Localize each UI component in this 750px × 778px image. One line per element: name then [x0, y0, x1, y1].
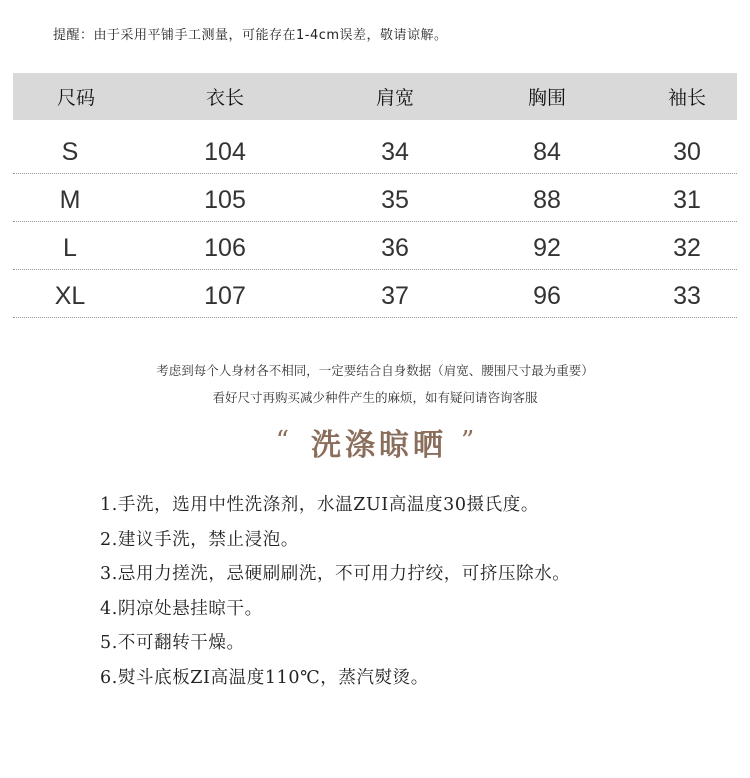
- open-quote: “: [275, 426, 289, 456]
- cell-size: M: [59, 186, 81, 214]
- sizing-advice-line-1: 考虑到每个人身材各不相同，一定要结合自身数据（肩宽、腰围尺寸最为重要）: [156, 363, 594, 378]
- cell-chest: 92: [533, 234, 561, 262]
- care-instructions-list: [100, 488, 570, 695]
- table-row: [13, 174, 737, 222]
- list-item: 2.建议手洗，禁止浸泡。: [100, 529, 299, 550]
- cell-chest: 96: [533, 282, 561, 310]
- cell-shoulder: 35: [381, 186, 409, 214]
- header-chest: 胸围: [527, 87, 566, 109]
- cell-sleeve: 33: [673, 282, 701, 310]
- table-row: [13, 222, 737, 270]
- cell-chest: 84: [533, 138, 561, 166]
- cell-size: S: [61, 138, 79, 166]
- care-section-title: [0, 420, 750, 464]
- close-quote: ”: [461, 426, 475, 456]
- table-row: [13, 126, 737, 174]
- cell-sleeve: 32: [673, 234, 701, 262]
- cell-sleeve: 31: [673, 186, 701, 214]
- header-shoulder: 肩宽: [375, 87, 414, 109]
- cell-chest: 88: [533, 186, 561, 214]
- header-length: 衣长: [205, 87, 244, 109]
- size-table-header: [13, 73, 737, 120]
- size-table: [13, 73, 737, 318]
- list-item: 3.忌用力搓洗，忌硬刷刷洗，不可用力拧绞，可挤压除水。: [100, 564, 571, 584]
- cell-length: 105: [204, 186, 246, 214]
- cell-length: 107: [204, 282, 246, 310]
- cell-size: L: [63, 234, 77, 262]
- list-item: 5.不可翻转干燥。: [100, 633, 245, 653]
- list-item: 4.阴凉处悬挂晾干。: [100, 598, 263, 619]
- cell-size: XL: [54, 282, 86, 310]
- cell-sleeve: 30: [673, 138, 701, 166]
- cell-shoulder: 37: [381, 282, 409, 310]
- header-size: 尺码: [56, 87, 95, 109]
- list-item: 6.熨斗底板ZI高温度110℃，蒸汽熨烫。: [100, 667, 429, 688]
- care-title-text: 洗涤晾晒: [311, 428, 447, 463]
- measurement-notice: 提醒：由于采用平铺手工测量，可能存在1-4cm误差，敬请谅解。: [53, 28, 448, 43]
- cell-shoulder: 36: [381, 234, 409, 262]
- cell-length: 104: [204, 138, 246, 166]
- sizing-advice-line-2: 看好尺寸再购买减少种件产生的麻烦，如有疑问请咨询客服: [212, 390, 538, 405]
- cell-shoulder: 34: [381, 138, 409, 166]
- list-item: 1.手洗，选用中性洗涤剂，水温ZUI高温度30摄氏度。: [100, 495, 539, 515]
- cell-length: 106: [204, 234, 246, 262]
- table-row: [13, 270, 737, 318]
- header-sleeve: 袖长: [667, 87, 706, 109]
